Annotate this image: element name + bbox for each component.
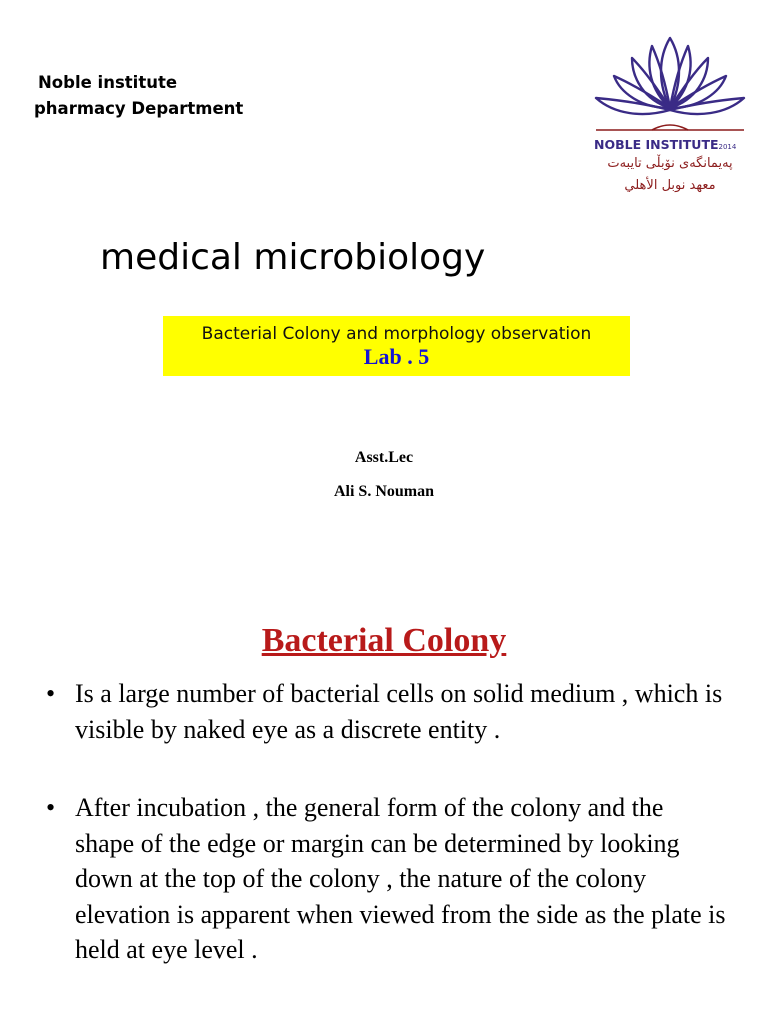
author-name: Ali S. Nouman — [333, 483, 435, 500]
bullet-item — [46, 790, 726, 968]
institute-header — [28, 70, 243, 122]
section-title: Bacterial Colony — [261, 622, 507, 659]
author-rank: Asst.Lec — [354, 449, 414, 466]
bullet-text: Is a large number of bacterial cells on solid medium , which is visible by naked eye as a discrete entity . — [75, 679, 723, 744]
bullet-icon: • — [46, 793, 56, 822]
department-name: pharmacy Department — [34, 99, 244, 118]
subtitle: Bacterial Colony and morphology observation — [201, 324, 592, 344]
page-title: medical microbiology — [100, 237, 486, 278]
bullet-icon: • — [46, 679, 56, 708]
logo-name: NOBLE INSTITUTE2014 — [594, 137, 737, 152]
logo-year: 2014 — [718, 143, 737, 151]
logo-kurdish-text: پەیمانگەی نۆبڵی تایبەت — [607, 156, 733, 171]
bullet-item — [46, 676, 726, 747]
institute-name: Noble institute — [38, 73, 178, 92]
subtitle-box — [163, 316, 630, 376]
logo-arabic-text: معهد نوبل الأهلي — [624, 178, 716, 193]
bullet-text: After incubation , the general form of the colony and the shape of the edge or margin can be determined by looking down at the top of the colony , the nature of the colony elevation is apparent when viewed from the side as the plate is held at eye level . — [75, 793, 726, 964]
lab-number: Lab . 5 — [363, 344, 430, 369]
noble-institute-logo — [588, 34, 752, 204]
lotus-icon — [588, 34, 752, 134]
